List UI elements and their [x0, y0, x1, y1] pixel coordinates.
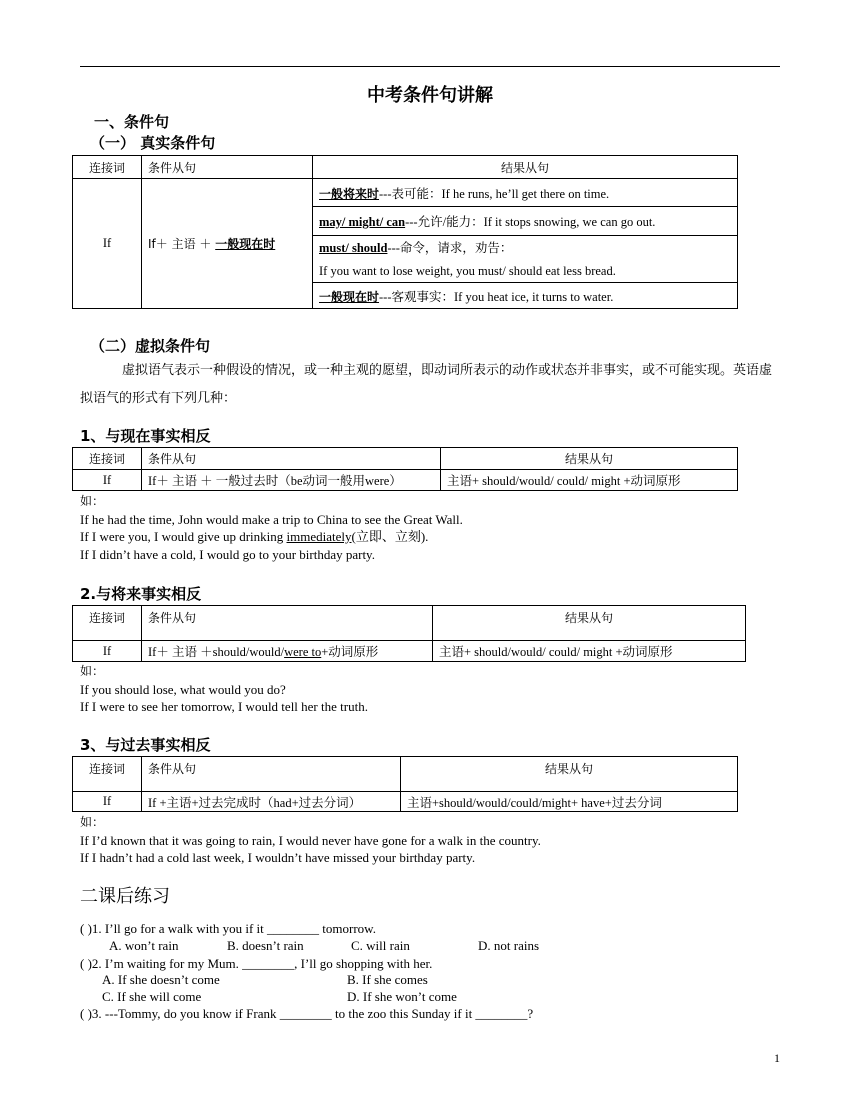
eg-label: 如： [80, 664, 105, 678]
question-3: ( )3. ---Tommy, do you know if Frank ________ to the zoo this Sunday if it ________? [80, 1006, 534, 1021]
result-text-line2: If you want to lose weight, you must/ should eat less bread. [319, 263, 616, 278]
conj-cell: If [73, 792, 142, 812]
section1-sub2: （二）虚拟条件句 [90, 337, 211, 355]
result-key: 一般现在时 [319, 289, 380, 304]
example: If he had the time, John would make a trip to China to see the Great Wall. [80, 511, 463, 527]
header-result: 结果从句 [433, 606, 746, 641]
example: If you should lose, what would you do? [80, 681, 286, 697]
cond-cell [142, 179, 313, 309]
cond-cell: If＋ 主语 ＋ 一般过去时（be动词一般用were） [142, 470, 441, 491]
part2-examples [80, 662, 368, 716]
header-conj: 连接词 [73, 448, 142, 470]
part2-heading: 2.与将来事实相反 [80, 585, 202, 603]
page-number: 1 [774, 1051, 780, 1065]
cond-cell: If +主语+过去完成时（had+过去分词） [142, 792, 401, 812]
result-cell: 主语+should/would/could/might+ have+过去分词 [401, 792, 738, 812]
q1-option-b[interactable]: B. doesn’t rain [227, 938, 304, 953]
result-text: ---表可能：If he runs, he’ll get there on time. [379, 186, 610, 201]
section1-sub1: （一） 真实条件句 [90, 134, 216, 152]
conj-cell: If [73, 641, 142, 662]
present-contrary-table [72, 447, 738, 491]
result-row-1 [313, 179, 738, 207]
result-cell: 主语+ should/would/ could/ might +动词原形 [433, 641, 746, 662]
q1-option-a[interactable]: A. won’t rain [109, 938, 179, 953]
eg-label: 如： [80, 494, 105, 508]
question-2: ( )2. I’m waiting for my Mum. ________, I’ll go shopping with her. [80, 956, 433, 971]
section2-heading: 二课后练习 [80, 886, 170, 907]
part3-heading: 3、与过去事实相反 [80, 736, 211, 754]
header-conj: 连接词 [73, 606, 142, 641]
example: If I hadn’t had a cold last week, I wouldn’t have missed your birthday party. [80, 850, 476, 865]
result-text: ---客观事实：If you heat ice, it turns to water. [379, 289, 614, 304]
cond-tense: 一般现在时 [215, 237, 276, 251]
conj-cell: If [73, 470, 142, 491]
result-key: may/ might/ can [319, 215, 406, 229]
header-cond: 条件从句 [142, 156, 313, 179]
section1-heading: 一、条件句 [94, 113, 170, 131]
result-text: ---命令，请求，劝告： [387, 240, 513, 255]
example: If I’d known that it was going to rain, I would never have gone for a walk in the country. [80, 832, 541, 848]
subjunctive-intro: 虚拟语气表示一种假设的情况，或一种主观的愿望，即动词所表示的动作或状态并非事实，或不可能实现。英语虚拟语气的形式有下列几种： [80, 363, 773, 406]
cond-cell: If＋ 主语 ＋should/would/were to+动词原形 [142, 641, 433, 662]
part1-examples [80, 492, 463, 563]
eg-label: 如： [80, 815, 105, 829]
result-cell: 主语+ should/would/ could/ might +动词原形 [441, 470, 738, 491]
result-key: 一般将来时 [319, 186, 380, 201]
header-cond: 条件从句 [142, 757, 401, 792]
header-conj: 连接词 [73, 156, 142, 179]
header-rule [80, 66, 780, 67]
q1-option-d[interactable]: D. not rains [478, 938, 540, 953]
result-row-3 [313, 236, 738, 283]
result-key: must/ should [319, 240, 388, 255]
example: If I were you, I would give up drinking immediately(立即、立刻). [80, 529, 429, 544]
header-cond: 条件从句 [142, 448, 441, 470]
part1-heading: 1、与现在事实相反 [80, 427, 211, 445]
future-contrary-table [72, 605, 746, 662]
header-result: 结果从句 [401, 757, 738, 792]
question-1: ( )1. I’ll go for a walk with you if it ________ tomorrow. [80, 921, 376, 936]
result-row-2 [313, 207, 738, 236]
q2-option-d[interactable]: D. If she won’t come [347, 989, 457, 1004]
header-cond: 条件从句 [142, 606, 433, 641]
q2-option-b[interactable]: B. If she comes [347, 972, 428, 987]
header-result: 结果从句 [441, 448, 738, 470]
q2-option-a[interactable]: A. If she doesn’t come [102, 972, 220, 987]
result-text: ---允许/能力：If it stops snowing, we can go out. [405, 215, 656, 229]
cond-prefix: If＋ 主语 ＋ [148, 237, 216, 251]
q2-option-c[interactable]: C. If she will come [102, 989, 202, 1004]
example: If I were to see her tomorrow, I would tell her the truth. [80, 699, 368, 714]
q1-option-c[interactable]: C. will rain [351, 938, 410, 953]
part3-examples [80, 813, 541, 867]
header-conj: 连接词 [73, 757, 142, 792]
example: If I didn’t have a cold, I would go to your birthday party. [80, 546, 375, 562]
past-contrary-table [72, 756, 738, 812]
real-conditional-table [72, 155, 738, 309]
conj-cell: If [73, 179, 142, 309]
page-title: 中考条件句讲解 [367, 85, 493, 106]
header-result: 结果从句 [313, 156, 738, 179]
result-row-4 [313, 283, 738, 309]
